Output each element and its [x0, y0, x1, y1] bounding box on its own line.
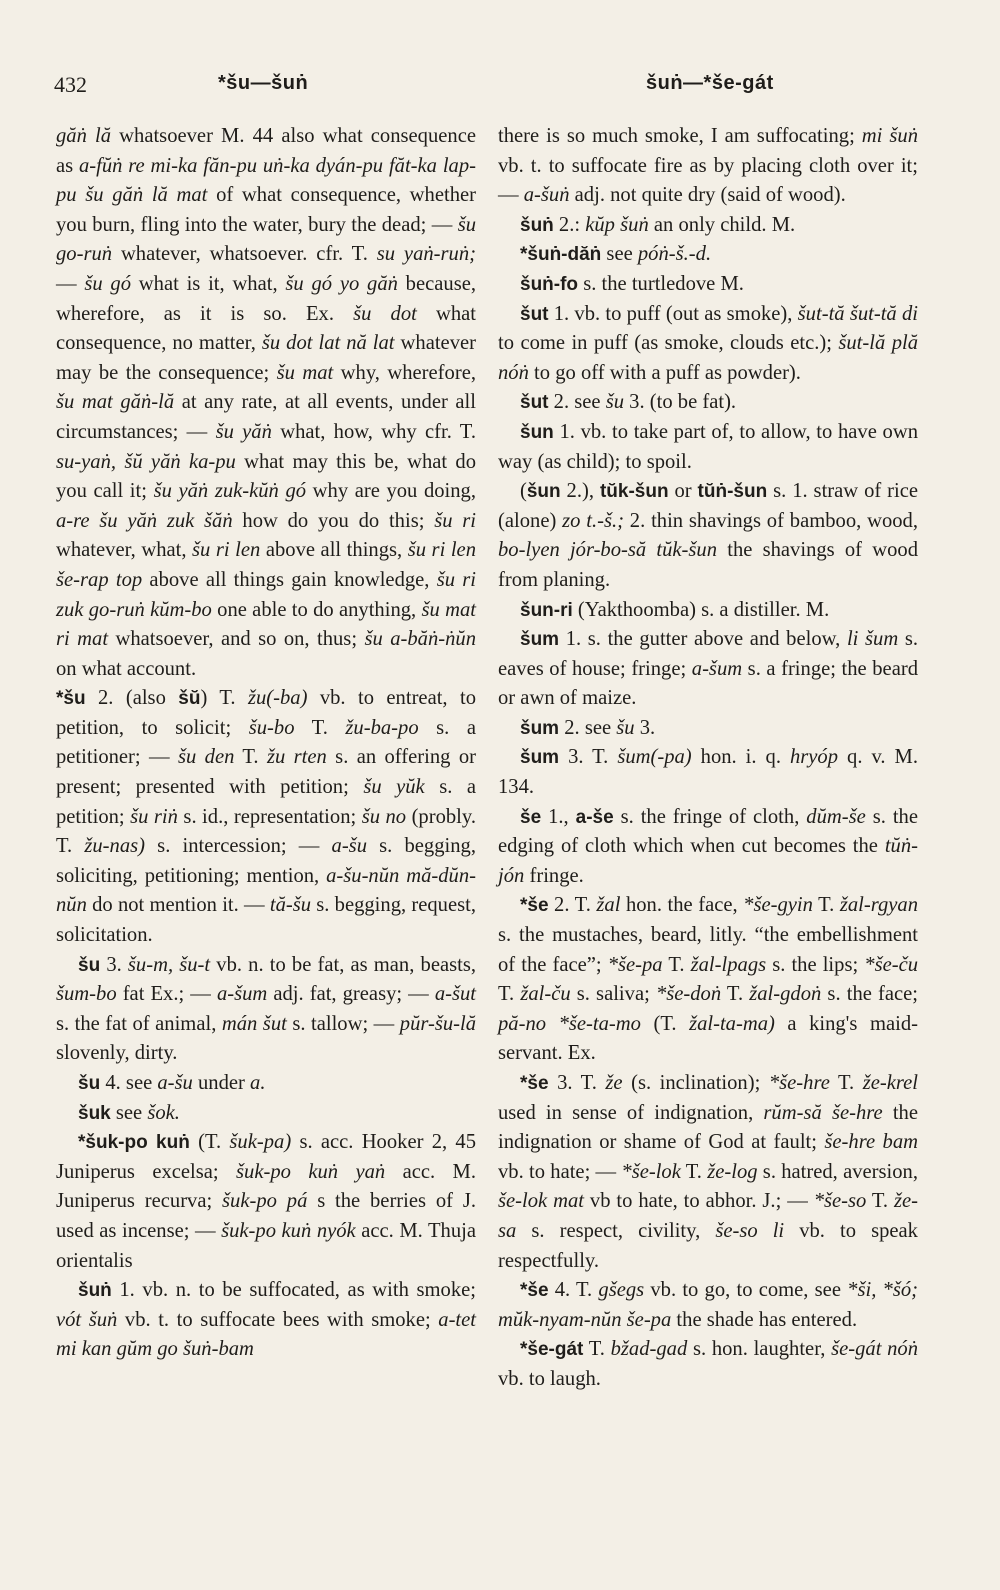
dictionary-entry: [498, 300, 918, 389]
italic-term: šuk-po kuṅ yaṅ: [236, 1160, 386, 1183]
definition-text: q. v. M. 134.: [498, 746, 919, 799]
definition-text: s the berries of J. used as incense; —: [56, 1190, 477, 1242]
italic-term: šu a-băṅ-ṅŭn: [364, 628, 476, 651]
dictionary-entry: [56, 951, 476, 1069]
italic-term: šu den: [177, 746, 235, 769]
definition-text: T.: [680, 1160, 708, 1183]
definition-text: s. hatred, aversion,: [757, 1160, 918, 1183]
italic-term: šum(-pa): [617, 746, 692, 769]
dictionary-entry: [498, 418, 918, 477]
definition-text: vb. to go, to come, see: [644, 1279, 848, 1302]
definition-text: —: [56, 272, 85, 295]
definition-text: an only child. M.: [648, 213, 796, 236]
definition-text: 1. vb. to puff (out as smoke),: [548, 302, 798, 325]
italic-term: bo-lyen jór-bo-să tŭk-šun: [498, 539, 718, 562]
italic-term: žal: [596, 894, 621, 917]
definition-text: why, wherefore,: [333, 361, 476, 384]
definition-text: see: [110, 1101, 148, 1124]
dictionary-entry: [56, 684, 476, 950]
dictionary-entry: [498, 891, 918, 1069]
definition-text: (T.: [189, 1131, 230, 1154]
definition-text: s. intercession; —: [145, 835, 332, 858]
dictionary-entry: [56, 1276, 476, 1365]
headword: šuk: [78, 1102, 111, 1124]
headword: šuṅ: [78, 1280, 112, 1302]
definition-text: T.: [662, 953, 691, 976]
definition-text: 3. T.: [559, 746, 618, 769]
headword: *šuṅ-dăṅ: [520, 244, 602, 266]
italic-term: rŭm-să še-hre: [763, 1101, 883, 1124]
definition-text: T.: [721, 983, 750, 1006]
definition-text: slovenly, dirty.: [56, 1042, 178, 1065]
definition-text: how do you do this;: [232, 509, 435, 532]
page-number: 432: [54, 72, 87, 97]
definition-text: T.: [498, 983, 521, 1006]
dictionary-entry: [498, 270, 918, 300]
italic-term: šu-m, šu-t: [127, 953, 211, 976]
definition-text: hon. the face,: [620, 894, 744, 917]
definition-text: vb. to speak respectfully.: [498, 1219, 918, 1272]
italic-term: a.: [250, 1072, 266, 1094]
definition-text: s. hon. laughter,: [687, 1338, 832, 1361]
italic-term: li šum: [846, 628, 899, 651]
right-running-head: šuṅ—*še-gát: [646, 72, 774, 94]
definition-text: s. an offering or present; presented with petition;: [56, 746, 476, 799]
italic-term: šu ri len še-rap top: [56, 539, 476, 591]
dictionary-entry: [56, 1128, 476, 1276]
dictionary-entry: [498, 625, 918, 714]
dictionary-entry: [498, 240, 918, 270]
definition-text: 2. thin shavings of bamboo, wood,: [624, 509, 918, 532]
dictionary-entry: [498, 743, 918, 802]
italic-term: *še-pa: [607, 953, 663, 976]
right-column: [498, 122, 918, 1395]
italic-term: šuk-po pá: [222, 1190, 308, 1213]
headword: *še: [520, 895, 549, 917]
italic-term: že-krel: [862, 1072, 919, 1094]
italic-term: žal-gdoṅ: [749, 983, 822, 1006]
definition-text: of what consequence, whether you burn, fling into the water, bury the dead; —: [56, 184, 476, 236]
definition-text: what is it, what,: [131, 272, 286, 295]
dictionary-entry: [498, 388, 918, 418]
headword: šun: [520, 421, 554, 443]
definition-text: s. begging, request, solicitation.: [56, 894, 476, 947]
definition-text: 2.:: [553, 213, 586, 236]
definition-text: s. the turtledove M.: [578, 272, 744, 295]
definition-text: hon. i. q.: [691, 746, 790, 769]
definition-text: whatsoever, and so on, thus;: [108, 628, 365, 651]
definition-text: acc. M. Juniperus recurva;: [56, 1160, 476, 1213]
headword: *šu: [56, 688, 86, 710]
italic-term: šut-lă plă nóṅ: [498, 332, 919, 384]
italic-term: *še-doṅ: [655, 983, 722, 1006]
definition-text: see: [601, 243, 638, 266]
definition-text: the shade has entered.: [671, 1308, 858, 1331]
definition-text: because, wherefore, as it is so. Ex.: [56, 272, 477, 325]
definition-text: whatsoever M. 44 also what consequence as: [56, 125, 476, 177]
italic-term: *ši, *šó; mŭk-nyam-nŭn še-pa: [498, 1279, 919, 1331]
definition-text: 2.),: [560, 480, 600, 503]
definition-text: vb. to entreat, to petition, to solicit;: [56, 687, 476, 739]
dictionary-entry: [498, 803, 918, 892]
italic-term: žu-ba-po: [345, 716, 419, 739]
italic-term: šut-tă šut-tă di: [797, 302, 918, 325]
italic-term: *še-so: [813, 1190, 867, 1213]
italic-term: tŭṅ-jón: [498, 835, 918, 887]
italic-term: še-hre bam: [824, 1131, 918, 1154]
headword: še: [520, 806, 542, 828]
definition-text: vb. to laugh.: [498, 1367, 601, 1390]
definition-text: adj. fat, greasy; —: [267, 983, 435, 1006]
italic-term: šu: [616, 716, 635, 739]
italic-term: a-šu-nŭn mă-dŭn-nŭn: [56, 864, 477, 917]
headword: šu: [78, 1073, 101, 1094]
definition-text: s. saliva;: [570, 983, 656, 1006]
italic-term: šu yŭk: [363, 776, 425, 799]
dictionary-entry: [56, 1099, 476, 1129]
definition-text: the indignation or shame of God at fault;: [498, 1101, 918, 1154]
italic-term: *še-lok: [621, 1160, 681, 1183]
definition-text: the shavings of wood from planing.: [498, 539, 918, 591]
italic-term: hryóp: [789, 746, 839, 769]
definition-text: fat Ex.; —: [116, 983, 217, 1006]
dictionary-entry: [498, 714, 918, 744]
definition-text: s. the fringe of cloth,: [613, 805, 807, 828]
italic-term: gšegs: [598, 1279, 645, 1302]
italic-term: a-šu: [331, 835, 367, 858]
headword: šum: [520, 717, 560, 739]
italic-term: su yaṅ-ruṅ;: [376, 243, 476, 266]
definition-text: s. acc. Hooker 2, 45 Juniperus excelsa;: [56, 1131, 476, 1183]
headword: *še: [520, 1073, 549, 1094]
definition-text: 2. see: [548, 391, 606, 414]
italic-term: šu yăṅ zuk-kŭṅ gó: [153, 480, 307, 503]
italic-term: žal-rgyan: [839, 894, 918, 917]
italic-term: găṅ lă: [56, 125, 112, 147]
definition-text: (: [520, 480, 527, 503]
italic-term: šu go-ruṅ: [56, 213, 476, 266]
italic-term: *še-ču: [864, 953, 919, 976]
definition-text: 1.,: [541, 805, 576, 828]
definition-text: s. the lips;: [766, 953, 865, 976]
italic-term: a-šut: [434, 983, 476, 1006]
definition-text: 3.: [634, 716, 656, 739]
definition-text: adj. not quite dry (said of wood).: [569, 184, 846, 207]
italic-term: šum-bo: [56, 983, 117, 1006]
italic-term: žal-ta-ma): [689, 1012, 775, 1035]
definition-text: s. the face;: [821, 983, 918, 1006]
italic-term: kŭp šuṅ: [585, 213, 649, 236]
headword: šun: [526, 481, 561, 503]
definition-text: vb. t. to suffocate fire as by placing cloth over it; —: [498, 154, 918, 207]
italic-term: a-šum: [216, 983, 268, 1006]
definition-text: s. respect, civility,: [516, 1219, 716, 1242]
definition-text: under: [192, 1072, 251, 1094]
definition-text: a king's maid-servant. Ex.: [498, 1012, 918, 1065]
italic-term: a-šum: [691, 657, 743, 680]
italic-term: a-šu: [157, 1072, 193, 1094]
definition-text: vb. t. to suffocate bees with smoke;: [117, 1308, 439, 1331]
definition-text: s. begging, soliciting, petitioning; mention,: [56, 835, 476, 887]
definition-text: at any rate, at all events, under all circumstances; —: [56, 391, 476, 443]
italic-term: *še-hre: [768, 1072, 830, 1094]
italic-term: tă-šu: [269, 894, 312, 917]
italic-term: šu ri len: [192, 539, 261, 562]
italic-term: a-fŭṅ re mi-ka făn-pu uṅ-ka dyán-pu făt-ka lap-pu šu găṅ lă mat: [56, 154, 476, 207]
headword: šu: [78, 954, 101, 976]
italic-term: šu mat ri mat: [56, 598, 476, 651]
italic-term: žal-lpags: [690, 953, 767, 976]
definition-text: above all things,: [260, 539, 408, 562]
definition-text: above all things gain knowledge,: [142, 568, 437, 591]
definition-text: to come in puff (as smoke, clouds etc.);: [498, 332, 839, 355]
italic-term: že-log: [707, 1160, 758, 1183]
italic-term: šu: [605, 391, 624, 414]
definition-text: (probly. T.: [56, 805, 477, 858]
definition-text: s. a fringe; the beard or awn of maize.: [498, 657, 918, 710]
italic-term: šuk-pa): [229, 1131, 292, 1154]
italic-term: pŭr-šu-lă: [399, 1012, 477, 1035]
definition-text: 3. T.: [548, 1072, 606, 1094]
left-running-head: *šu—šuṅ: [218, 72, 309, 94]
definition-text: vb. n. to be fat, as man, beasts,: [210, 953, 476, 976]
italic-term: še-gát nóṅ: [831, 1338, 919, 1361]
definition-text: s. tallow; —: [286, 1012, 400, 1035]
definition-text: why are you doing,: [306, 480, 476, 503]
dictionary-entry: [498, 1335, 918, 1394]
italic-term: šu gó: [84, 272, 132, 295]
definition-text: to go off with a puff as powder).: [528, 361, 801, 384]
headword: šut: [520, 392, 549, 414]
definition-text: s. 1. straw of rice (alone): [498, 480, 919, 532]
definition-text: do not mention it. —: [86, 894, 270, 917]
dictionary-entry: [498, 477, 918, 595]
definition-text: s. a petition;: [56, 776, 476, 828]
italic-term: še-so li: [715, 1219, 785, 1242]
italic-term: šu ri: [434, 509, 476, 532]
italic-term: žu-nas): [84, 835, 146, 858]
definition-text: s. id., representation;: [177, 805, 362, 828]
italic-term: su-yaṅ, šŭ yăṅ ka-pu: [56, 450, 236, 473]
definition-text: T.: [812, 894, 840, 917]
definition-text: s. the edging of cloth which when cut becomes the: [498, 805, 918, 858]
italic-term: bžad-gad: [610, 1338, 688, 1361]
page-header: [54, 72, 934, 112]
headword: tŭṅ-šun: [697, 481, 768, 503]
italic-term: mán šut: [221, 1012, 287, 1035]
definition-text: s. eaves of house; fringe;: [498, 628, 918, 680]
definition-text: acc. M. Thuja orientalis: [56, 1219, 476, 1272]
definition-text: s. a petitioner; —: [56, 716, 477, 769]
headword: *šuk-po kuṅ: [78, 1132, 190, 1154]
definition-text: 4. see: [100, 1072, 158, 1094]
italic-term: šu riṅ: [130, 805, 178, 828]
dictionary-entry: [498, 596, 918, 626]
definition-text: vb. to hate; —: [498, 1160, 622, 1183]
definition-text: whatever, what,: [56, 539, 193, 562]
definition-text: T.: [294, 716, 346, 739]
italic-term: šu dot lat nă lat: [261, 332, 395, 355]
italic-term: dŭm-še: [806, 805, 866, 828]
italic-term: šu mat găṅ-lă: [56, 391, 175, 414]
definition-text: T.: [583, 1338, 611, 1361]
headword: *še-gát: [520, 1339, 584, 1361]
headword: šŭ: [178, 688, 201, 710]
italic-term: šu mat: [276, 361, 334, 384]
italic-term: šu yăṅ: [215, 420, 272, 443]
definition-text: ) T.: [200, 687, 248, 710]
headword: šuṅ-fo: [520, 273, 579, 295]
definition-text: fringe.: [524, 864, 584, 887]
italic-term: *še-gyin: [743, 894, 813, 917]
definition-text: vb to hate, to abhor. J.; —: [583, 1190, 814, 1213]
definition-text: 4. T.: [548, 1279, 599, 1302]
italic-term: žu(-ba): [247, 687, 308, 710]
dictionary-entry: [498, 122, 918, 211]
headword: šuṅ: [520, 214, 554, 236]
definition-text: 3. (to be fat).: [624, 391, 737, 414]
italic-term: šu ri zuk go-ruṅ kŭm-bo: [56, 568, 476, 621]
headword: šum: [520, 747, 560, 769]
left-column: [56, 122, 476, 1365]
definition-text: used in sense of indignation,: [498, 1101, 764, 1124]
italic-term: a-re šu yăṅ zuk šăṅ: [56, 509, 233, 532]
headword: *še: [520, 1280, 549, 1302]
definition-text: 1. s. the gutter above and below,: [559, 628, 847, 651]
italic-term: šu gó yo găṅ: [285, 272, 398, 295]
italic-term: že-sa: [498, 1190, 919, 1242]
definition-text: 1. vb. to take part of, to allow, to have own way (as child); to spoil.: [498, 420, 918, 473]
italic-term: póṅ-š.-d.: [637, 243, 712, 266]
italic-term: šu-bo: [248, 716, 295, 739]
definition-text: 2. T.: [548, 894, 597, 917]
definition-text: (Yakthoomba) s. a distiller. M.: [572, 598, 830, 621]
definition-text: (T.: [640, 1012, 690, 1035]
italic-term: šu no: [361, 805, 407, 828]
dictionary-entry: [498, 1276, 918, 1335]
headword: tŭk-šun: [599, 481, 669, 503]
italic-term: mi šuṅ: [861, 125, 918, 147]
italic-term: žu rten: [266, 746, 327, 769]
definition-text: what, how, why cfr. T.: [271, 420, 476, 443]
definition-text: what may this be, what do you call it;: [56, 450, 476, 503]
italic-term: šu dot: [353, 302, 417, 325]
definition-text: 3.: [100, 953, 128, 976]
italic-term: šuk-po kuṅ nyók: [221, 1219, 356, 1242]
definition-text: or: [668, 480, 698, 503]
definition-text: T.: [234, 746, 267, 769]
dictionary-entry: [498, 211, 918, 241]
definition-text: 1. vb. n. to be suffocated, as with smoke;: [111, 1279, 476, 1302]
definition-text: T.: [829, 1072, 863, 1094]
italic-term: zo t.-š.;: [562, 509, 624, 532]
definition-text: (s. inclination);: [622, 1072, 769, 1094]
italic-term: šok.: [147, 1101, 180, 1124]
italic-term: a-tet mi kan gŭm go šuṅ-bam: [56, 1308, 477, 1361]
italic-term: a-šuṅ: [523, 184, 570, 207]
italic-term: pă-no *še-ta-mo: [498, 1012, 641, 1035]
definition-text: whatever may be the consequence;: [56, 332, 476, 384]
italic-term: še-lok mat: [498, 1190, 584, 1213]
italic-term: že: [605, 1072, 623, 1094]
headword: šun-ri: [520, 599, 573, 621]
definition-text: there is so much smoke, I am suffocating;: [498, 125, 862, 147]
definition-text: what consequence, no matter,: [56, 302, 477, 355]
dictionary-entry: [56, 1069, 476, 1099]
definition-text: 2. (also: [85, 687, 179, 710]
definition-text: 2. see: [559, 716, 617, 739]
definition-text: on what account.: [56, 657, 197, 680]
definition-text: T.: [866, 1190, 894, 1213]
dictionary-entry: [498, 1069, 918, 1276]
definition-text: s. the mustaches, beard, litly. “the embellishment of the face”;: [498, 924, 918, 976]
italic-term: vót šuṅ: [56, 1308, 118, 1331]
headword: šum: [520, 629, 560, 651]
definition-text: s. the fat of animal,: [56, 1012, 222, 1035]
definition-text: one able to do anything,: [211, 598, 422, 621]
italic-term: žal-ču: [520, 983, 571, 1006]
definition-text: whatever, whatsoever. cfr. T.: [112, 243, 377, 266]
dictionary-entry: [56, 122, 476, 684]
headword: šut: [520, 303, 549, 325]
headword: a-še: [575, 806, 614, 828]
